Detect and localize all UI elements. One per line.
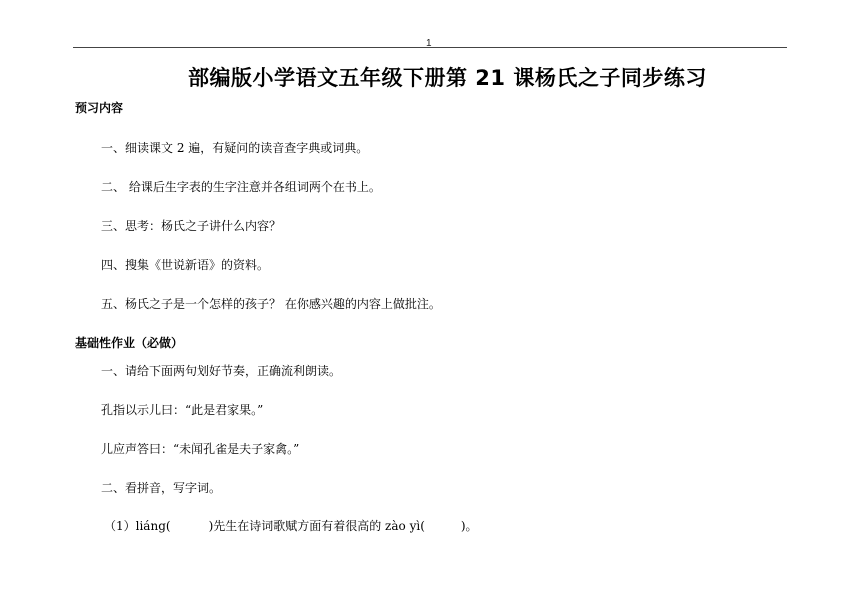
pinyin-suffix: )。 — [460, 519, 478, 533]
preview-item-4: 四、搜集《世说新语》的资料。 — [101, 258, 270, 272]
pinyin-exercise-1 — [104, 517, 478, 534]
basic-item-4: 二、看拼音，写字词。 — [101, 481, 222, 495]
preview-item-5: 五、杨氏之子是一个怎样的孩子？ 在你感兴趣的内容上做批注。 — [101, 297, 441, 311]
preview-item-3: 三、思考：杨氏之子讲什么内容？ — [101, 219, 282, 233]
pinyin-middle: )先生在诗词歌赋方面有着很高的 zào yì( — [208, 519, 425, 533]
basic-item-1: 一、请给下面两句划好节奏，正确流利朗读。 — [101, 364, 342, 378]
preview-item-1: 一、细读课文 2 遍，有疑问的读音查字典或词典。 — [101, 141, 369, 155]
pinyin-prefix: （1）liáng( — [104, 519, 171, 533]
basic-item-2: 孔指以示儿曰：“此是君家果。” — [101, 403, 264, 417]
preview-item-2: 二、 给课后生字表的生字注意并各组词两个在书上。 — [101, 180, 381, 194]
section-heading-basic: 基础性作业（必做） — [75, 336, 184, 350]
header-rule — [73, 47, 787, 48]
basic-item-3: 儿应声答曰：“未闻孔雀是夫子家禽。” — [101, 442, 300, 456]
page-number: 1 — [426, 38, 432, 49]
document-title: 部编版小学语文五年级下册第 21 课杨氏之子同步练习 — [188, 66, 707, 90]
section-heading-preview: 预习内容 — [75, 101, 124, 115]
